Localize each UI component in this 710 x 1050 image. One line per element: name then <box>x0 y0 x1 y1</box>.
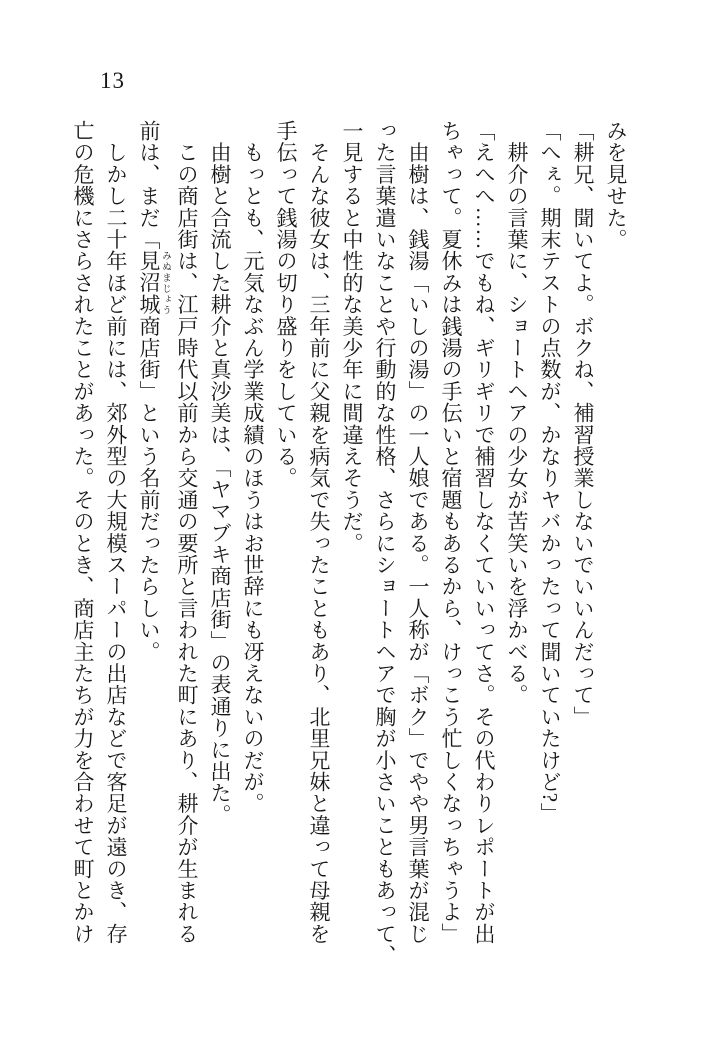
text-block <box>66 120 632 967</box>
text-line: 「へぇ。期末テストの点数が、かなりヤバかったって聞いていたけど?」 <box>538 120 562 825</box>
text-segment: 商店街」という名前だったらしい。 <box>137 315 161 663</box>
ruby-text: みぬまじょう <box>160 250 170 316</box>
text-line: 手伝って銭湯の切り盛りをしている。 <box>274 120 298 489</box>
text-segment: 前は、まだ「 <box>137 120 161 251</box>
text-line: 「耕兄、聞いてよ。ボクね、補習授業しないでいいんだって」 <box>571 120 595 728</box>
text-line: この商店街は、江戸時代以前から交通の要所と言われた町にあり、耕介が生まれる <box>175 120 199 945</box>
furigana-ruby <box>137 250 170 316</box>
ruby-base: 見沼城 <box>137 250 161 316</box>
text-line: みを見せた。 <box>604 120 628 251</box>
page-number: 13 <box>100 68 125 93</box>
text-line: そんな彼女は、三年前に父親を病気で失ったこともあり、北里兄妹と違って母親を <box>307 120 331 945</box>
text-line: もっとも、元気なぶん学業成績のほうはお世辞にも冴えないのだが。 <box>241 120 265 815</box>
text-line: 一見すると中性的な美少年に間違えそうだ。 <box>340 120 364 554</box>
text-line: 耕介の言葉に、ショートヘアの少女が苦笑いを浮かべる。 <box>505 120 529 706</box>
text-line: しかし二十年ほど前には、郊外型の大規模スーパーの出店などで客足が遠のき、存 <box>104 120 128 945</box>
text-line: 由樹は、銭湯「いしの湯」の一人娘である。一人称が「ボク」でやや男言葉が混じ <box>406 120 430 945</box>
text-line: った言葉遣いなことや行動的な性格、さらにショートヘアで胸が小さいこともあって、 <box>373 120 397 967</box>
text-line: 「えへへ……でもね、ギリギリで補習しなくていいってさ。その代わりレポートが出 <box>472 120 496 945</box>
text-line: ちゃって。夏休みは銭湯の手伝いと宿題もあるから、けっこう忙しくなっちゃうよ」 <box>439 120 463 945</box>
text-line: 由樹と合流した耕介と真沙美は、「ヤマブキ商店街」の表通りに出た。 <box>208 120 232 826</box>
text-line-with-ruby <box>132 120 170 948</box>
text-line: 亡の危機にさらされたことがあった。そのとき、商店主たちが力を合わせて町とかけ <box>71 120 95 945</box>
